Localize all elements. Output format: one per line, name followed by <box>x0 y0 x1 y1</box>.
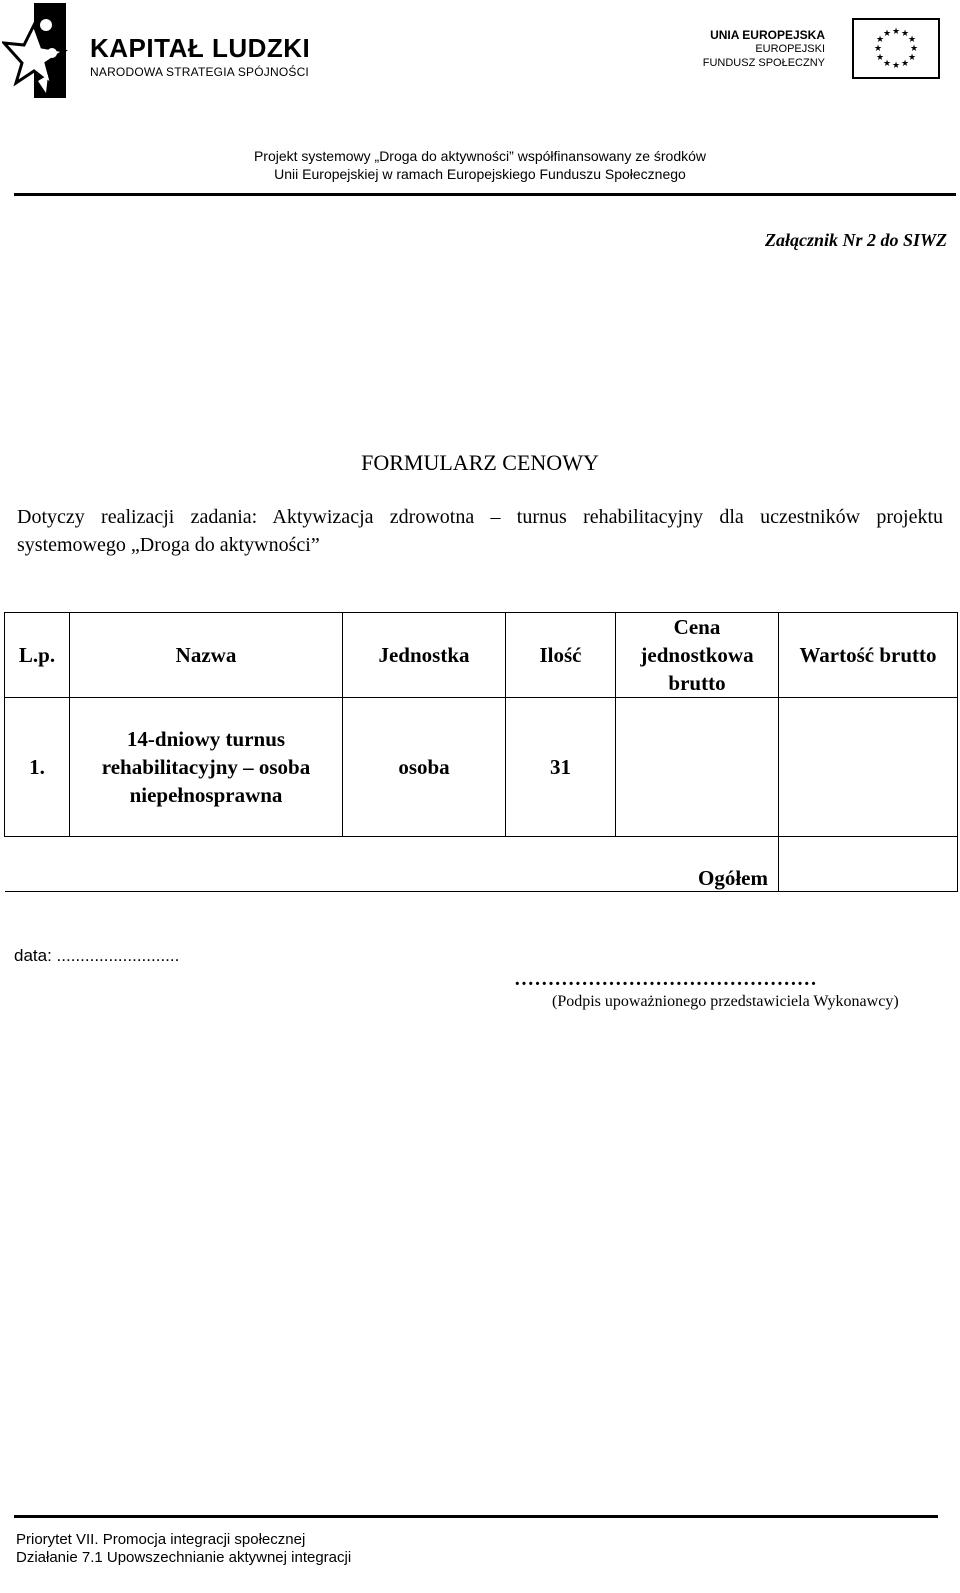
svg-text:★: ★ <box>900 29 910 39</box>
kapital-ludzki-title: KAPITAŁ LUDZKI <box>90 33 311 63</box>
cell-lp: 1. <box>5 698 70 837</box>
table-row <box>5 698 958 837</box>
header-qty: Ilość <box>506 613 616 698</box>
header-divider <box>14 193 956 196</box>
subject-paragraph: Dotyczy realizacji zadania: Aktywizacja zdrowotna – turnus rehabilitacyjny dla uczestników projektu systemowego „Droga do aktywności” <box>17 506 943 556</box>
header-unit-price: Cena jednostkowa brutto <box>616 613 779 698</box>
header-unit: Jednostka <box>343 613 506 698</box>
svg-text:★: ★ <box>900 59 910 69</box>
svg-text:★: ★ <box>875 35 885 45</box>
table-total-row <box>5 837 958 892</box>
cell-qty: 31 <box>506 698 616 837</box>
table-header-row <box>5 613 958 698</box>
svg-text:★: ★ <box>907 35 917 45</box>
cell-unit: osoba <box>343 698 506 837</box>
signature-caption: (Podpis upoważnionego przedstawiciela Wykonawcy) <box>552 993 899 1010</box>
eu-logo <box>702 16 950 84</box>
total-label: Ogółem <box>5 837 779 892</box>
cell-name: 14-dniowy turnus rehabilitacyjny – osoba niepełnosprawna <box>70 698 343 837</box>
attachment-label: Załącznik Nr 2 do SIWZ <box>764 230 947 250</box>
kapital-ludzki-logo <box>2 3 312 98</box>
header-name: Nazwa <box>70 613 343 698</box>
header-value: Wartość brutto <box>779 613 958 698</box>
svg-text:★: ★ <box>909 44 919 54</box>
eu-logo-line3: FUNDUSZ SPOŁECZNY <box>702 57 825 69</box>
footer-line-1: Priorytet VII. Promocja integracji społecznej <box>16 1531 306 1548</box>
footer-line-2: Działanie 7.1 Upowszechnianie aktywnej integracji <box>16 1549 352 1566</box>
footer-divider <box>14 1515 938 1518</box>
header-lp: L.p. <box>5 613 70 698</box>
footer <box>16 1531 351 1567</box>
eu-logo-line2: EUROPEJSKI <box>755 43 825 55</box>
svg-text:★: ★ <box>891 61 901 71</box>
project-line-1: Projekt systemowy „Droga do aktywności” współfinansowany ze środków <box>253 148 707 164</box>
eu-flag-icon <box>852 18 940 79</box>
project-line-2: Unii Europejskiej w ramach Europejskiego Funduszu Społecznego <box>274 166 686 182</box>
svg-text:★: ★ <box>907 53 917 63</box>
signature-line: ……………………………………… <box>514 968 817 990</box>
form-title: FORMULARZ CENOWY <box>361 450 599 475</box>
svg-text:★: ★ <box>891 27 901 37</box>
total-value[interactable] <box>779 837 958 892</box>
svg-text:★: ★ <box>873 44 883 54</box>
svg-text:★: ★ <box>882 59 892 69</box>
price-table <box>4 612 957 892</box>
kapital-ludzki-emblem-icon <box>2 3 82 98</box>
date-field: data: .......................... <box>14 946 180 965</box>
eu-logo-line1: UNIA EUROPEJSKA <box>710 28 825 42</box>
project-description <box>0 147 960 183</box>
kapital-ludzki-subtitle: NARODOWA STRATEGIA SPÓJNOŚCI <box>90 65 309 79</box>
svg-text:★: ★ <box>882 29 892 39</box>
cell-unit-price[interactable] <box>616 698 779 837</box>
svg-text:★: ★ <box>875 53 885 63</box>
cell-value[interactable] <box>779 698 958 837</box>
